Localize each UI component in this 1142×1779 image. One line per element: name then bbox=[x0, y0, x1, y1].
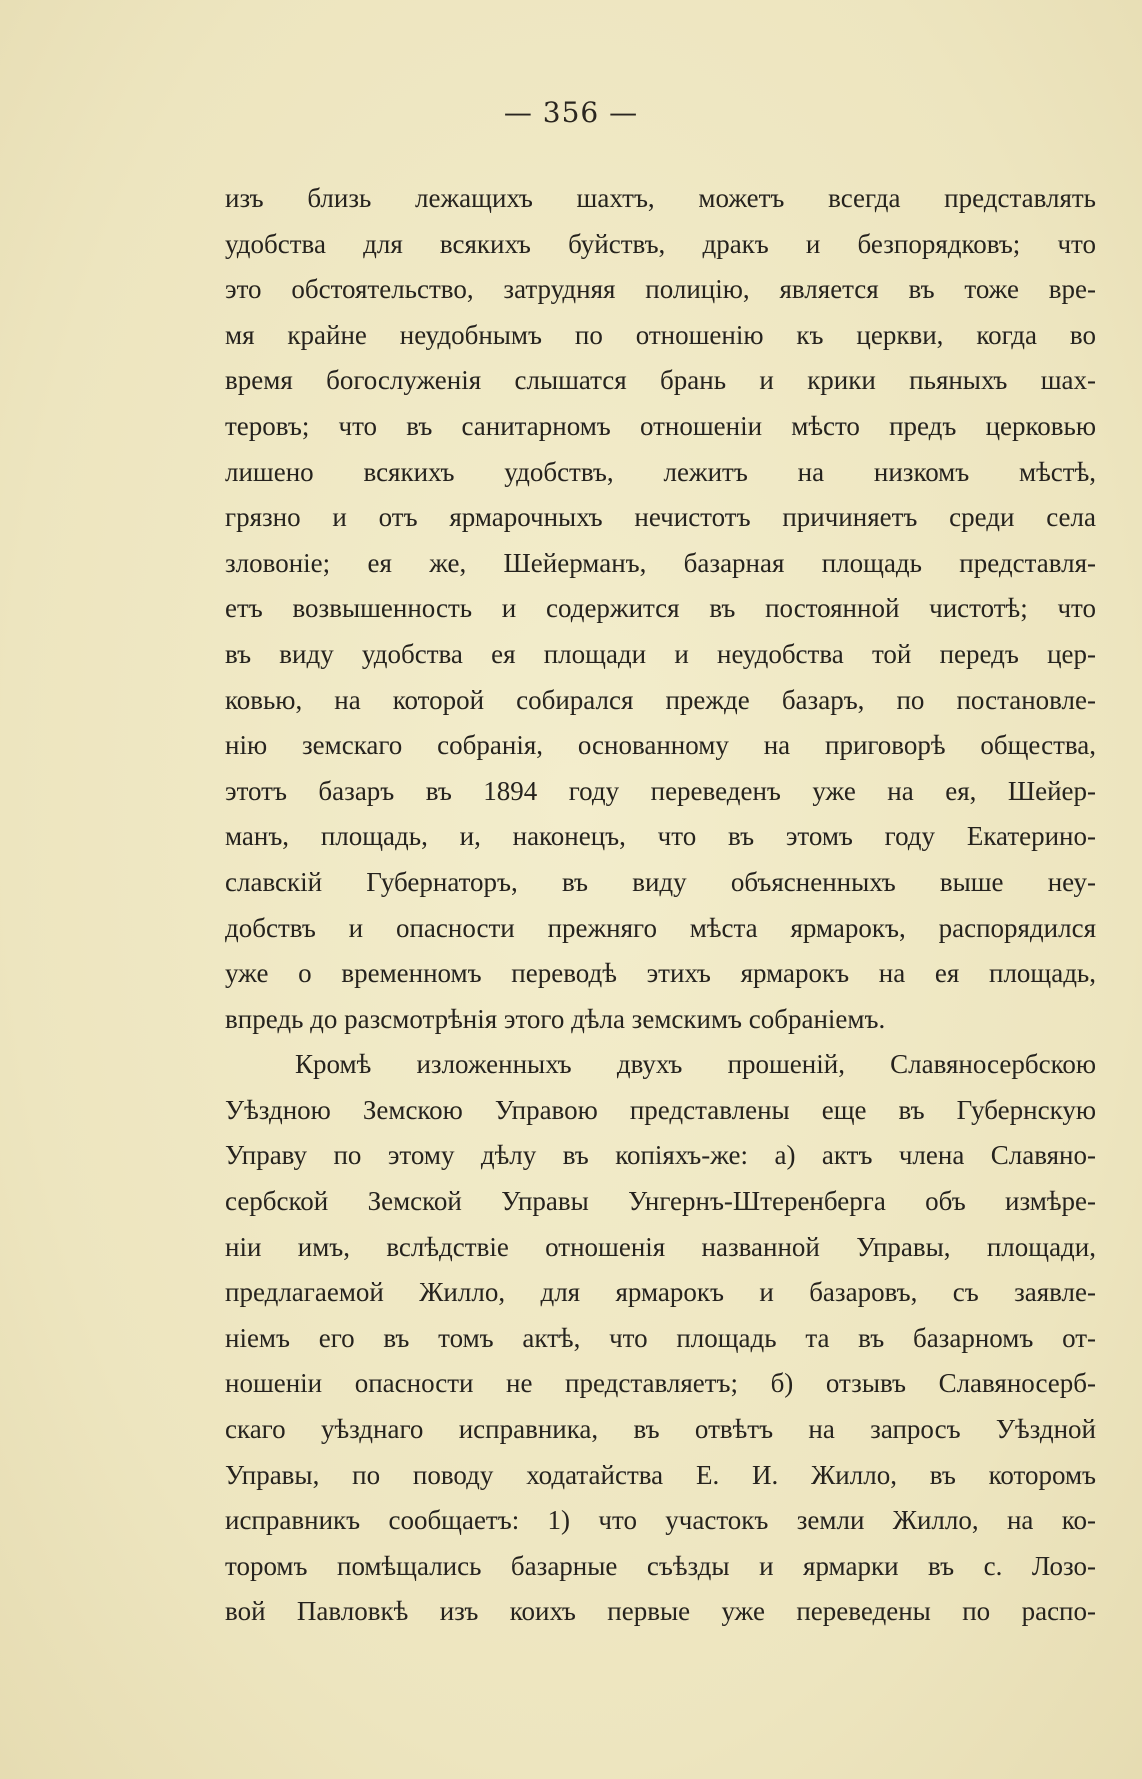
text-line: ношеніи опасности не представляетъ; б) отзывъ Славяносерб- bbox=[225, 1368, 1096, 1399]
text-line: время богослуженія слышатся брань и крики пьяныхъ шах- bbox=[225, 365, 1096, 396]
body-text bbox=[225, 176, 1096, 1635]
text-line: уже о временномъ переводѣ этихъ ярмарокъ на ея площадь, bbox=[225, 958, 1096, 989]
text-line: Уѣздною Земскою Управою представлены еще въ Губернскую bbox=[225, 1094, 1096, 1125]
text-line: предлагаемой Жилло, для ярмарокъ и базаровъ, съ заявле- bbox=[225, 1277, 1096, 1308]
text-line: ніемъ его въ томъ актѣ, что площадь та въ базарномъ от- bbox=[225, 1322, 1096, 1353]
text-line: Управу по этому дѣлу въ копіяхъ-же: а) актъ члена Славяно- bbox=[225, 1140, 1096, 1171]
text-line: сербской Земской Управы Унгернъ-Штеренберга объ измѣре- bbox=[225, 1186, 1096, 1217]
text-line: нію земскаго собранія, основанному на приговорѣ общества, bbox=[225, 730, 1096, 761]
text-line: въ виду удобства ея площади и неудобства той передъ цер- bbox=[225, 638, 1096, 669]
text-line: лишено всякихъ удобствъ, лежитъ на низкомъ мѣстѣ, bbox=[225, 456, 1096, 487]
text-line: это обстоятельство, затрудняя полицію, является въ тоже вре- bbox=[225, 274, 1096, 305]
text-line: етъ возвышенность и содержится въ постоянной чистотѣ; что bbox=[225, 593, 1096, 624]
page-number: — 356 — bbox=[503, 96, 639, 129]
paragraph-start-line: Кромѣ изложенныхъ двухъ прошеній, Славяносербскою bbox=[295, 1049, 1096, 1080]
text-line: добствъ и опасности прежняго мѣста ярмарокъ, распорядился bbox=[225, 912, 1096, 943]
text-line: теровъ; что въ санитарномъ отношеніи мѣсто предъ церковью bbox=[225, 410, 1096, 441]
text-line: этотъ базаръ въ 1894 году переведенъ уже на ея, Шейер- bbox=[225, 775, 1096, 806]
text-line: ковью, на которой собирался прежде базаръ, по постановле- bbox=[225, 684, 1096, 715]
text-line: ніи имъ, вслѣдствіе отношенія названной Управы, площади, bbox=[225, 1231, 1096, 1262]
text-line: манъ, площадь, и, наконецъ, что въ этомъ году Екатерино- bbox=[225, 821, 1096, 852]
text-line: мя крайне неудобнымъ по отношенію къ церкви, когда во bbox=[225, 319, 1096, 350]
text-line: изъ близь лежащихъ шахтъ, можетъ всегда представлять bbox=[225, 183, 1096, 213]
text-line: славскій Губернаторъ, въ виду объясненныхъ выше неу- bbox=[225, 866, 1096, 897]
text-line: удобства для всякихъ буйствъ, дракъ и безпорядковъ; что bbox=[225, 228, 1096, 259]
text-line: грязно и отъ ярмарочныхъ нечистотъ причиняетъ среди села bbox=[225, 502, 1096, 533]
paragraph-end-line: впредь до разсмотрѣнія этого дѣла земскимъ собраніемъ. bbox=[225, 1003, 886, 1034]
text-line: исправникъ сообщаетъ: 1) что участокъ земли Жилло, на ко- bbox=[225, 1505, 1096, 1536]
text-line: скаго уѣзднаго исправника, въ отвѣтъ на запросъ Уѣздной bbox=[225, 1414, 1096, 1445]
text-line: Управы, по поводу ходатайства Е. И. Жилло, въ которомъ bbox=[225, 1459, 1096, 1490]
text-line: торомъ помѣщались базарные съѣзды и ярмарки въ с. Лозо- bbox=[225, 1550, 1096, 1581]
text-line: вой Павловкѣ изъ коихъ первые уже переведены по распо- bbox=[225, 1596, 1096, 1627]
text-line: зловоніе; ея же, Шейерманъ, базарная площадь представля- bbox=[225, 547, 1096, 578]
